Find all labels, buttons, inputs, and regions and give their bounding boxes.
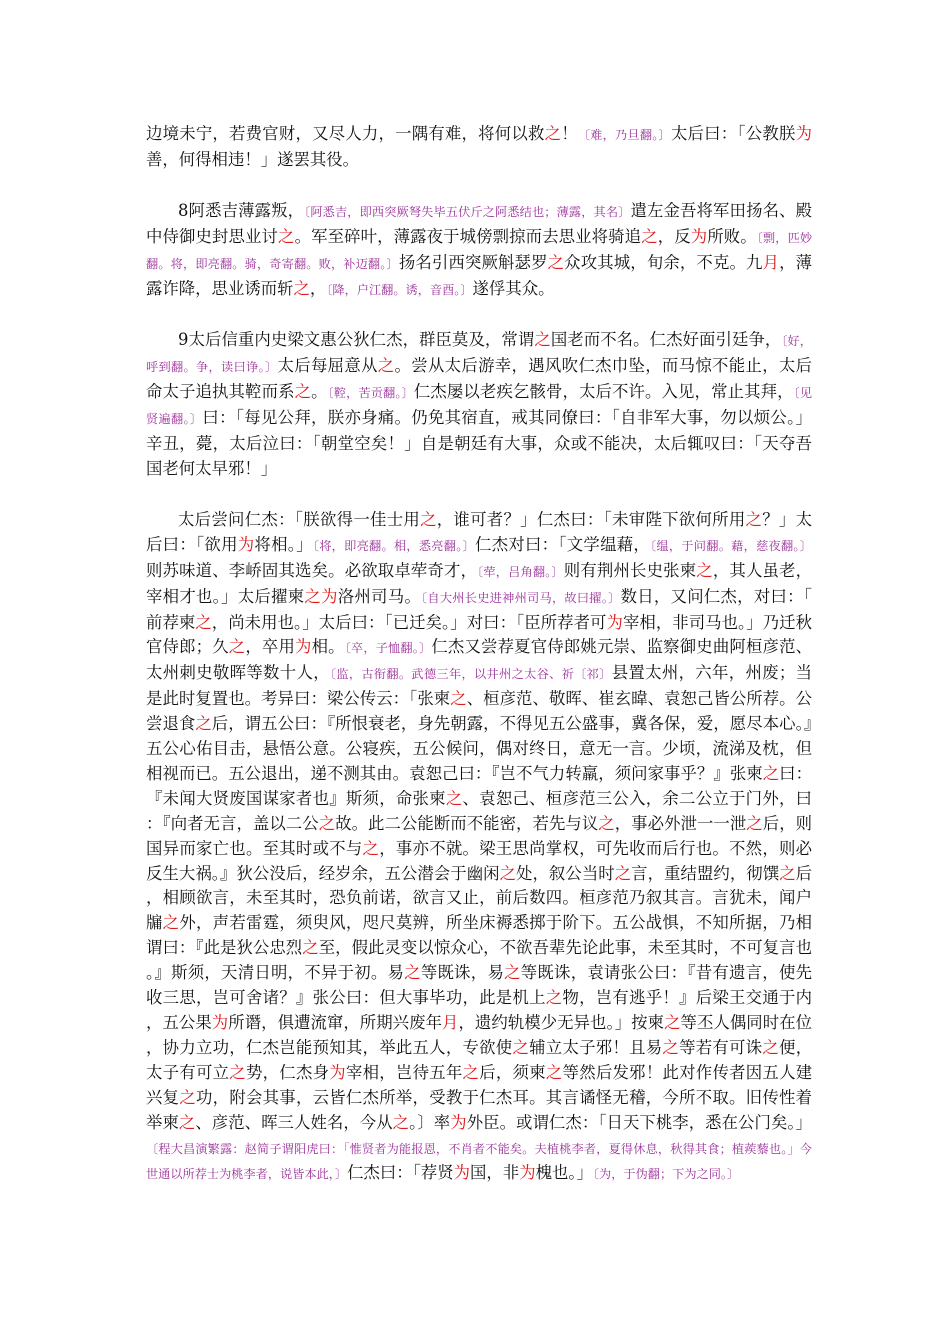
paragraph [146, 199, 812, 303]
paragraph [146, 122, 812, 173]
annotation-note: 〔剽，匹妙翻。将，即亮翻。骑，奇寄翻。败，补迈翻。〕 [146, 230, 813, 271]
text-run: 等然后发邪！此对作传者因五人建兴复 [146, 1062, 813, 1107]
highlighted-char: 为 [690, 226, 708, 246]
highlighted-char: 为 [295, 637, 312, 657]
highlighted-char: 为 [606, 612, 623, 632]
text-run: 便，太子有可立 [146, 1037, 813, 1082]
text-run: 至，假此灵变以惊众心，不欲吾辈先论此事，未至其时，不可复言也。』斯须，天清日明，不异于初。易 [146, 938, 812, 983]
highlighted-char: 之 [195, 714, 212, 734]
text-run: ，谁可者？」仁杰曰：「未审陛下欲何所用 [436, 509, 746, 529]
text-run: 9太后信重内史梁文惠公狄仁杰，群臣莫及，常谓 [178, 330, 535, 350]
text-run: 所谮，俱遭流窜，所期兴废年 [228, 1013, 443, 1032]
highlighted-char: 之 [302, 938, 319, 958]
highlighted-char: 之 [662, 1037, 680, 1057]
text-run: ，事亦不就。梁王思尚掌权，可先收而后行也。不然，则必反生大祸。』狄公没后，经岁余，五公潜会于幽闲 [146, 838, 813, 883]
text-run: ，事必外泄一一泄 [614, 813, 747, 833]
text-run: ，遗约轨模少无异也。」按柬 [458, 1013, 665, 1032]
text-run: 曰：「每见公拜，朕亦身痛。仍免其宿直，戒其同僚曰：「自非军大事，勿以烦公。」辛丑，薨，太后泣曰：「朝堂空矣！」自是朝廷有大事，众或不能决，太后辄叹曰：「天夺吾国老何太早邪！」 [146, 408, 812, 478]
text-run: 。 [311, 382, 328, 402]
highlighted-char: 为 [329, 1062, 346, 1082]
text-run: 国老而不名。仁杰好面引廷争， [550, 330, 782, 350]
highlighted-char: 之 [547, 252, 565, 272]
highlighted-char: 为 [237, 534, 255, 554]
text-run: 等丕人偶同时在位，协力立功，仁杰岂能预知其，举此五人，专欲使 [146, 1013, 813, 1057]
highlighted-char: 为 [795, 124, 813, 143]
highlighted-char: 之 [179, 1087, 196, 1107]
text-run: 仁杰又尝荐夏官侍郎姚元崇、监察御史曲阿桓彦范、太州刺史敬晖等数十人， [146, 637, 813, 683]
annotation-note: 〔自大州长史进神州司马，故曰擢。〕 [421, 590, 621, 605]
annotation-note: 〔降，户江翻。诱，音酉。〕 [326, 282, 473, 297]
highlighted-char: 之 [228, 637, 246, 657]
text-run: 势，仁杰身 [245, 1062, 330, 1082]
highlighted-char: 月 [762, 252, 780, 272]
paragraph [146, 508, 812, 1187]
text-run: 宰相，岂待五年 [345, 1062, 463, 1082]
text-run: 太后每屈意从 [277, 356, 378, 376]
text-run: 、袁恕己、桓彦范三公入，余二公立于门外，曰：『向者无言，盖以二公 [146, 788, 813, 833]
annotation-note: 〔见贤遍翻。〕 [146, 386, 813, 427]
highlighted-char: 之 [545, 1062, 563, 1082]
text-run: 后，相顾欲言，未至其时，恐负前诺，欲言又止，前后数四。桓彦范乃叙其言。言犹未，闻户牖 [146, 863, 813, 933]
text-run: 外臣。或谓仁杰：「日天下桃李，悉在公门矣。」 [466, 1112, 813, 1132]
text-run: 。军至碎叶，薄露夜于城傍剽掠而去思业将骑追 [294, 226, 642, 246]
highlighted-char: 月 [442, 1013, 459, 1032]
text-run: ，反 [657, 226, 691, 246]
highlighted-char: 之 [293, 278, 310, 298]
highlighted-char: 之 [278, 226, 295, 246]
text-run: 扬名引西突厥斛瑟罗 [398, 252, 548, 272]
highlighted-char: 之 [377, 356, 395, 376]
highlighted-char: 之 [392, 1112, 410, 1132]
text-run: 相。 [311, 637, 345, 657]
highlighted-char: 之 [745, 509, 763, 529]
text-run: 国，非 [470, 1163, 520, 1183]
text-run: 、彦范、晖三人姓名，今从 [195, 1112, 393, 1132]
text-run: 物，岂有逃乎！』后梁王交通于内，五公果 [146, 988, 813, 1032]
text-run: 太后曰：「公教朕 [670, 124, 796, 143]
highlighted-char: 之 [762, 1037, 780, 1057]
text-run: 众攻其城，旬余，不克。九 [564, 252, 763, 272]
annotation-note: 〔鞚，苦贡翻。〕 [327, 386, 414, 401]
text-run: 遣左金吾将军田扬名、殿中侍御史封思业讨 [146, 200, 813, 246]
highlighted-char: 之 [195, 612, 212, 632]
text-run: 宰相，非司马也。」乃迁秋官侍郎；久 [146, 612, 813, 657]
highlighted-char: 之 [641, 226, 658, 246]
paragraph [146, 328, 812, 481]
highlighted-char: 之 [499, 863, 517, 883]
highlighted-char: 之 [598, 813, 615, 833]
highlighted-char: 之 [450, 689, 467, 709]
text-run: ？」太后曰：「欲用 [146, 509, 812, 554]
highlighted-char: 之 [534, 330, 551, 350]
highlighted-char: 为 [211, 1013, 229, 1032]
text-run: 辅立太子邪！且易 [529, 1037, 663, 1057]
annotation-note: 〔监，古衔翻。武德三年，以井州之太谷、祈〔祁〕 [329, 667, 612, 682]
text-run: 故。此二公能断而不能密，若先与议 [335, 813, 599, 833]
text-run: 外，声若雷霆，须臾风，咫尺莫辨，所坐床褥悉掷于阶下。五公战惧，不知所据，乃相谓曰：『此是狄公忠烈 [146, 913, 813, 958]
highlighted-char: 之 [664, 1013, 681, 1032]
highlighted-char: 之 [162, 913, 180, 933]
highlighted-char: 之 [545, 988, 563, 1008]
text-run: 槐也。」 [535, 1163, 593, 1183]
highlighted-char: 之 [362, 838, 380, 858]
highlighted-char: 之 [779, 863, 796, 883]
text-run: 曰：『未闻大贤废国谋家者也』斯须，命张柬 [146, 763, 813, 808]
highlighted-char: 之 [294, 382, 312, 402]
text-run: 所败。 [707, 226, 757, 246]
text-run: 仁杰对曰：「文学缊藉， [475, 534, 651, 554]
highlighted-char: 之 [304, 586, 322, 606]
text-run: ， [309, 278, 327, 298]
text-run: 等既诛，易 [420, 963, 505, 983]
highlighted-char: 为 [519, 1163, 536, 1183]
text-run: 洛州司马。 [337, 586, 422, 606]
highlighted-char: 之 [504, 963, 521, 983]
text-run: 。尝从太后游幸，遇风吹仁杰巾坠，而马惊不能止，太后命太子追执其鞚而系 [146, 356, 813, 402]
text-run: 。〕率 [409, 1112, 451, 1132]
text-run: 则有荆州长史张柬 [563, 560, 697, 580]
annotation-note: 〔阿悉吉，即西突厥弩失毕五伏斤之阿悉结也；薄露，其名〕 [304, 204, 631, 219]
annotation-note: 〔缊，于问翻。藉，慈夜翻。〕 [650, 538, 812, 553]
annotation-note: 〔荦，吕角翻。〕 [477, 564, 564, 579]
text-run: 则苏味道、李峤固其选矣。必欲取卓荦奇才， [146, 560, 478, 580]
text-run: 善，何得相违！」遂罢其役。 [146, 149, 360, 169]
text-run: 将相。」 [254, 534, 313, 554]
text-body [146, 122, 812, 1187]
text-run: 边境未宁，若费官财，又尽人力，一隅有难，将何以救 [146, 124, 545, 143]
annotation-note: 〔将，即亮翻。相，悉亮翻。〕 [312, 538, 476, 553]
highlighted-char: 之 [178, 1112, 196, 1132]
text-run: 县置太州，六年，州废；当是此时复置也。考异曰：梁公传云：「张柬 [146, 663, 813, 709]
text-run: 8阿悉吉薄露叛， [178, 200, 305, 220]
annotation-note: 〔为，于伪翻；下为之同。〕 [592, 1167, 740, 1182]
text-run: 后，则国异而家亡也。至其时或不与 [146, 813, 813, 858]
highlighted-char: 之 [696, 560, 713, 580]
highlighted-char: 之 [318, 813, 336, 833]
highlighted-char: 之 [420, 509, 437, 529]
highlighted-char: 之 [746, 813, 763, 833]
text-run: 后，须柬 [479, 1062, 546, 1082]
highlighted-char: 为 [453, 1163, 471, 1183]
text-run: 仁杰屡以老疾乞骸骨，太后不许。入见，常止其拜， [413, 382, 794, 402]
highlighted-char: 之 [762, 763, 780, 783]
highlighted-char: 之 [445, 788, 463, 808]
highlighted-char: 为 [450, 1112, 467, 1132]
text-run: ，其人虽老，宰相才也。」太后擢柬 [146, 560, 813, 606]
highlighted-char: 之 [544, 124, 562, 143]
text-run: 言，重结盟约，彻馔 [631, 863, 780, 883]
highlighted-char: 之 [614, 863, 632, 883]
text-run: ，卒用 [245, 637, 296, 657]
annotation-note: 〔程大昌演繁露：赵简子谓阳虎曰：「惟贤者为能报恩，不肖者不能矣。夫植桃李者，夏得休息，秋得其食；植蒺藜也。」今世通以所荐士为桃李者，说皆本此，〕 [146, 1141, 812, 1182]
annotation-note: 〔卒，子恤翻。〕 [344, 641, 432, 656]
highlighted-char: 之 [462, 1062, 480, 1082]
text-run: 功，附会其事，云皆仁杰所举，受教于仁杰耳。其言谲怪无稽，今所不取。旧传性着举柬 [146, 1087, 813, 1132]
text-run: ！ [561, 124, 578, 143]
text-run: 仁杰曰：「荐贤 [347, 1163, 454, 1183]
annotation-note: 〔好，呼到翻。争，读曰诤。〕 [146, 334, 812, 375]
text-run: 、桓彦范、敬晖、崔玄暐、袁恕己皆公所荐。公尝退食 [146, 689, 813, 734]
highlighted-char: 之 [229, 1062, 246, 1082]
text-run: 太后尝问仁杰：「朕欲得一佳士用 [178, 509, 421, 529]
text-run: ，尚未用也。」太后曰：「已迁矣。」对曰：「臣所荐者可 [211, 612, 607, 632]
text-run: ，薄露诈降，思业诱而斩 [146, 252, 813, 298]
text-run: 后，谓五公曰：『所恨衰老，身先朝露，不得见五公盛事，冀各保，爱，愿尽本心。』五公心佑目击，悬悟公意。公寝疾，五公候问，偶对终日，意无一言。少顷，流涕及枕，但相视而已。五公退出，递不测其由。袁恕己曰：『岂不气力转羸，须问家事乎？』张柬 [146, 714, 813, 783]
text-run: 遂俘其众。 [472, 278, 555, 298]
text-run: 等既诛，袁请张公曰：『昔有遗言，使先收三思，岂可舍诸？』张公曰：但大事毕功，此是机上 [146, 963, 812, 1008]
annotation-note: 〔难，乃旦翻。〕 [577, 128, 671, 142]
highlighted-char: 为 [321, 586, 338, 606]
highlighted-char: 之 [404, 963, 421, 983]
text-run: 等若有可诛 [679, 1037, 763, 1057]
text-run: 处，叙公当时 [516, 863, 615, 883]
highlighted-char: 之 [512, 1037, 530, 1057]
text-run: 数日，又问仁杰，对曰：「前荐柬 [146, 586, 813, 632]
